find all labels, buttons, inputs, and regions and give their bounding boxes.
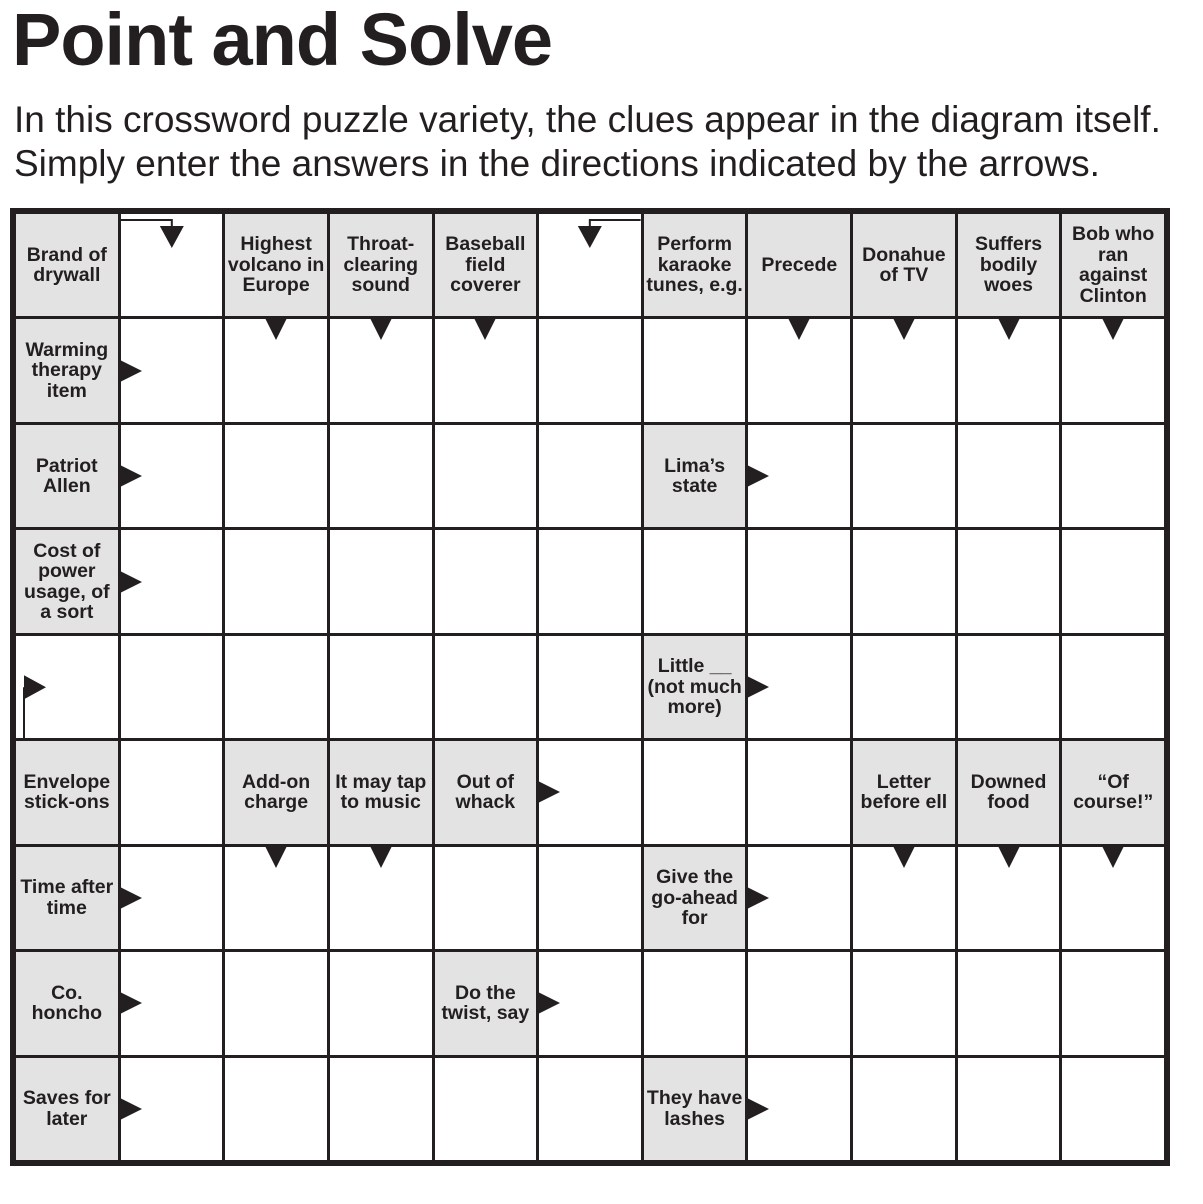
clue-text: Bob who ran against Clinton: [1072, 223, 1155, 307]
clue-cell: [853, 214, 955, 316]
answer-cell[interactable]: [1062, 530, 1164, 632]
puzzle-title: Point and Solve: [12, 0, 553, 81]
arrow-down-icon: [997, 844, 1021, 868]
clue-cell: [16, 530, 118, 632]
clue-cell: [748, 214, 850, 316]
arrow-down-icon: [264, 316, 288, 340]
answer-cell[interactable]: [330, 636, 432, 738]
arrow-down-icon: [473, 316, 497, 340]
instructions: [14, 98, 1194, 186]
arrow-right-icon: [745, 886, 769, 910]
answer-cell[interactable]: [435, 425, 537, 527]
clue-text: Co. honcho: [31, 981, 103, 1025]
clue-cell: [435, 741, 537, 843]
clue-text: Little __ (not much more): [647, 655, 742, 719]
clue-cell: [1062, 214, 1164, 316]
clue-text: Throat-clearing sound: [343, 233, 419, 297]
answer-cell[interactable]: [225, 952, 327, 1054]
clue-text: Patriot Allen: [35, 454, 98, 498]
answer-cell[interactable]: [1062, 425, 1164, 527]
clue-cell: [330, 214, 432, 316]
arrow-right-icon: [118, 570, 142, 594]
answer-cell[interactable]: [748, 741, 850, 843]
arrow-down-icon: [369, 844, 393, 868]
bent-arrow-icon: [16, 636, 118, 738]
clue-cell: [16, 425, 118, 527]
arrow-down-icon: [997, 316, 1021, 340]
crossword-grid: [10, 208, 1170, 1166]
clue-cell: [644, 214, 746, 316]
arrow-down-icon: [1101, 844, 1125, 868]
arrow-right-icon: [745, 464, 769, 488]
clue-cell: [225, 741, 327, 843]
clue-text: Suffers bodily woes: [974, 233, 1043, 297]
answer-cell[interactable]: [435, 636, 537, 738]
clue-cell: [330, 741, 432, 843]
answer-cell[interactable]: [225, 425, 327, 527]
clue-cell: [435, 952, 537, 1054]
answer-cell[interactable]: [225, 530, 327, 632]
arrow-right-icon: [118, 991, 142, 1015]
clue-text: Saves for later: [22, 1087, 111, 1130]
instructions-line-1: In this crossword puzzle variety, the clues appear in the diagram itself.: [14, 99, 1161, 140]
answer-cell[interactable]: [121, 741, 223, 843]
answer-cell[interactable]: [748, 952, 850, 1054]
answer-cell[interactable]: [330, 425, 432, 527]
clue-cell: [16, 952, 118, 1054]
clue-cell: [16, 214, 118, 316]
answer-cell[interactable]: [644, 319, 746, 421]
clue-text: Precede: [761, 253, 838, 276]
clue-text: Out of whack: [455, 770, 516, 814]
answer-cell[interactable]: [853, 636, 955, 738]
clue-cell: [644, 636, 746, 738]
arrow-down-icon: [787, 316, 811, 340]
clue-text: It may tap to music: [335, 770, 427, 814]
clue-cell: [644, 847, 746, 949]
answer-cell[interactable]: [644, 741, 746, 843]
clue-cell: [225, 214, 327, 316]
clue-text: Do the twist, say: [441, 981, 530, 1025]
answer-cell[interactable]: [853, 1058, 955, 1160]
answer-cell[interactable]: [958, 530, 1060, 632]
answer-cell[interactable]: [435, 1058, 537, 1160]
answer-cell[interactable]: [853, 425, 955, 527]
bent-arrow-icon: [539, 214, 641, 316]
answer-cell[interactable]: [435, 530, 537, 632]
answer-cell[interactable]: [121, 636, 223, 738]
answer-cell[interactable]: [539, 425, 641, 527]
answer-cell[interactable]: [539, 636, 641, 738]
clue-cell: [1062, 741, 1164, 843]
bent-arrow-icon: [121, 214, 223, 316]
arrow-right-icon: [745, 675, 769, 699]
clue-text: Downed food: [970, 770, 1047, 814]
arrow-down-icon: [892, 316, 916, 340]
answer-cell[interactable]: [225, 1058, 327, 1160]
answer-cell[interactable]: [330, 1058, 432, 1160]
answer-cell[interactable]: [748, 530, 850, 632]
answer-cell[interactable]: [225, 636, 327, 738]
clue-text: “Of course!”: [1073, 770, 1154, 814]
clue-text: Highest volcano in Europe: [227, 233, 325, 297]
answer-cell[interactable]: [958, 636, 1060, 738]
clue-text: Add-on charge: [241, 770, 311, 814]
clue-text: Donahue of TV: [862, 243, 946, 287]
clue-cell: [958, 741, 1060, 843]
arrow-right-icon: [118, 464, 142, 488]
clue-cell: [16, 741, 118, 843]
arrow-right-icon: [118, 886, 142, 910]
answer-cell[interactable]: [958, 952, 1060, 1054]
answer-cell[interactable]: [958, 1058, 1060, 1160]
arrow-right-icon: [745, 1097, 769, 1121]
answer-cell[interactable]: [539, 1058, 641, 1160]
clue-text: Cost of power usage, of a sort: [24, 539, 110, 624]
clue-text: Time after time: [20, 876, 114, 919]
arrow-right-icon: [536, 991, 560, 1015]
answer-cell[interactable]: [1062, 952, 1164, 1054]
arrow-down-icon: [1101, 316, 1125, 340]
answer-cell[interactable]: [539, 530, 641, 632]
answer-cell[interactable]: [644, 530, 746, 632]
arrow-down-icon: [892, 844, 916, 868]
clue-text: Give the go-ahead for: [651, 866, 738, 930]
clue-cell: [435, 214, 537, 316]
answer-cell[interactable]: [853, 952, 955, 1054]
answer-cell[interactable]: [330, 952, 432, 1054]
arrow-right-icon: [118, 359, 142, 383]
clue-text: Letter before ell: [860, 770, 948, 814]
arrow-down-icon: [264, 844, 288, 868]
instructions-line-2: Simply enter the answers in the directions indicated by the arrows.: [14, 143, 1100, 184]
clue-cell: [16, 319, 118, 421]
answer-cell[interactable]: [330, 530, 432, 632]
clue-text: They have lashes: [646, 1087, 743, 1130]
answer-cell[interactable]: [1062, 1058, 1164, 1160]
answer-cell[interactable]: [853, 530, 955, 632]
answer-cell[interactable]: [958, 425, 1060, 527]
clue-cell: [16, 847, 118, 949]
clue-text: Warming therapy item: [25, 338, 109, 402]
arrow-right-icon: [536, 780, 560, 804]
arrow-down-icon: [369, 316, 393, 340]
clue-cell: [644, 425, 746, 527]
answer-cell[interactable]: [644, 952, 746, 1054]
answer-cell[interactable]: [435, 847, 537, 949]
answer-cell[interactable]: [539, 847, 641, 949]
answer-cell[interactable]: [1062, 636, 1164, 738]
clue-text: Baseball field coverer: [445, 233, 526, 297]
clue-text: Brand of drywall: [26, 243, 107, 287]
clue-cell: [16, 1058, 118, 1160]
clue-text: Lima’s state: [664, 454, 726, 498]
answer-cell[interactable]: [539, 319, 641, 421]
clue-text: Envelope stick-ons: [23, 770, 111, 814]
arrow-right-icon: [118, 1097, 142, 1121]
clue-cell: [853, 741, 955, 843]
clue-cell: [644, 1058, 746, 1160]
clue-cell: [958, 214, 1060, 316]
clue-text: Perform karaoke tunes, e.g.: [646, 233, 743, 297]
